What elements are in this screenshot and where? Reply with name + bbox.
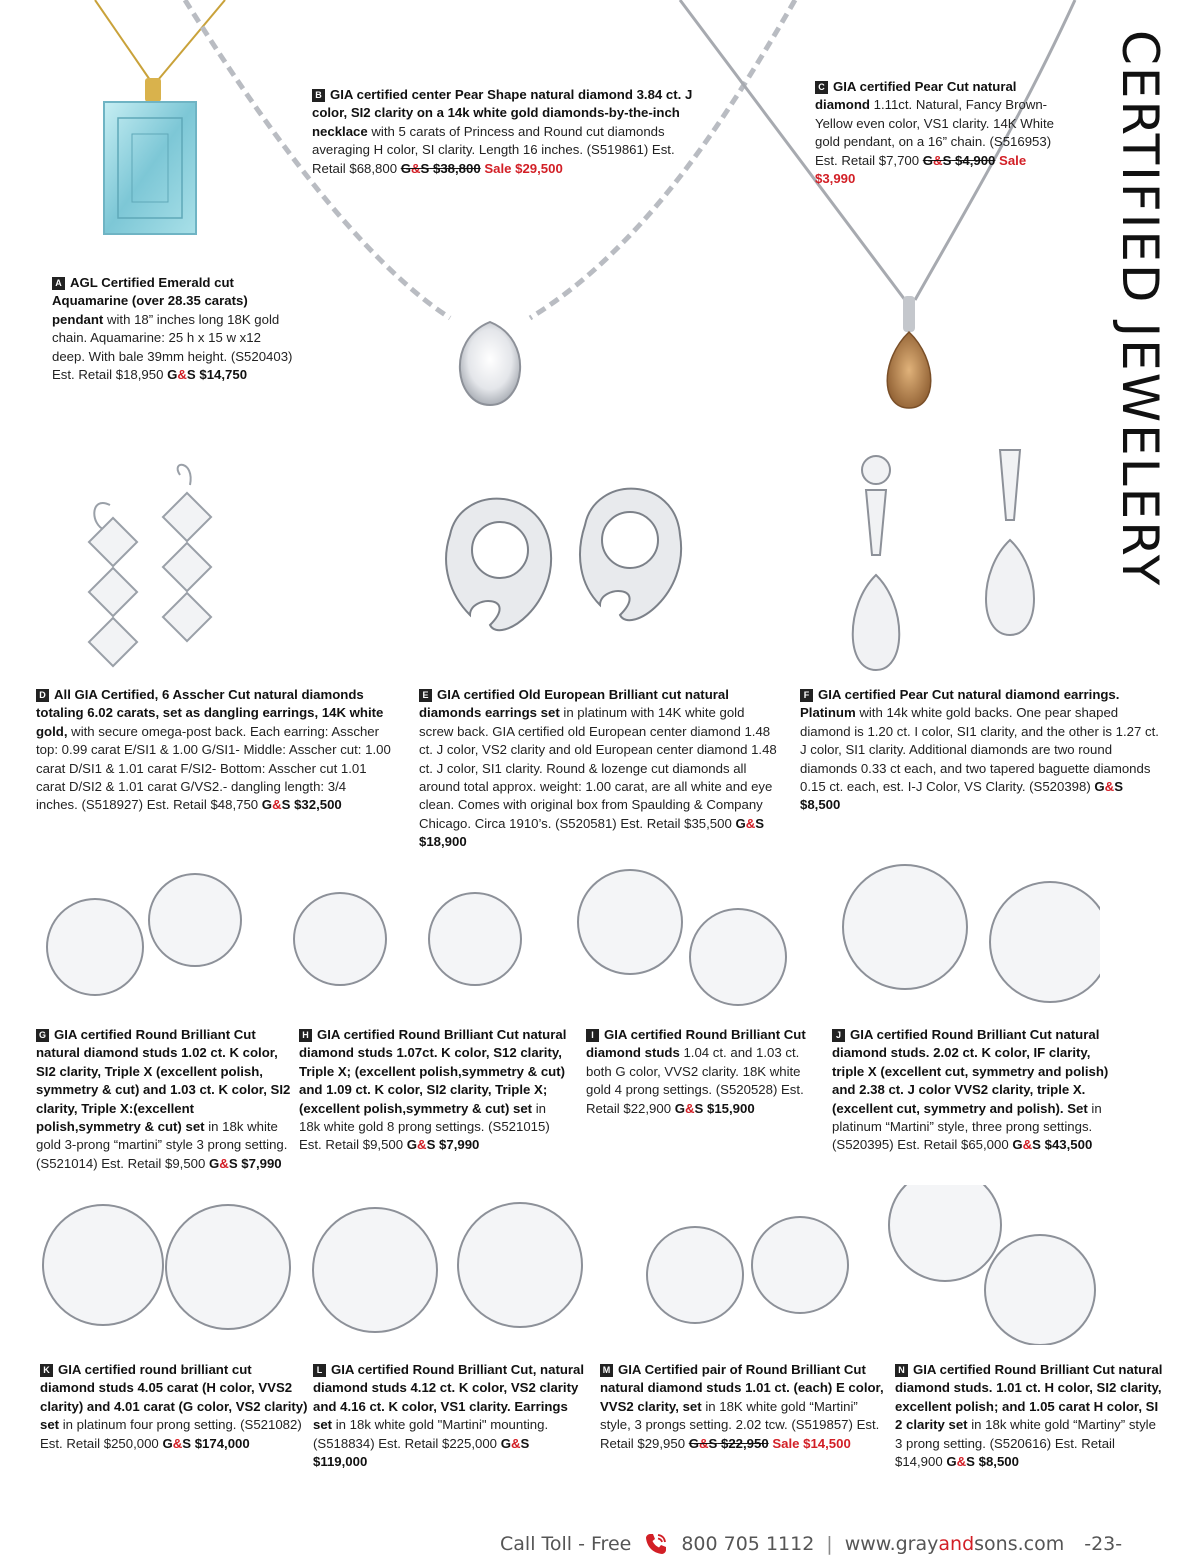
item-headline: GIA certified round brilliant cut diamond studs 4.05 carat (H color, VVS2 clarity) and 4.01 carat (G color, VS2 clarity) set [40,1362,308,1433]
item-letter-badge: K [40,1364,53,1377]
item-body: in platinum four prong setting. (S521082) Est. Retail $250,000 [40,1417,302,1451]
stud-H-left-image [294,893,386,985]
gs-price: G&S $43,500 [1012,1137,1093,1153]
item-headline: GIA certified Round Brilliant Cut natural diamond studs. 1.01 ct. H color, SI2 clarity, excellent polish; and 1.05 carat H color, SI 2 clarity set [895,1362,1163,1433]
item-body: with 5 carats of Princess and Round cut diamonds averaging H color, SI clarity. Length 16 inches. (S519861) Est. Retail $68,800 [312,123,675,176]
stud-N-left-image [889,1185,1001,1281]
item-letter-badge: L [313,1364,326,1377]
section-title: CERTIFIED JEWELERY [1111,30,1169,588]
phone-icon [643,1531,669,1557]
item-letter-badge: F [800,689,813,702]
item-J-description [832,1026,1112,1155]
item-I-description [586,1026,811,1118]
item-body: 1.11ct. Natural, Fancy Brown-Yellow even color, VS1 clarity. 14K White gold pendant, on a 16” chain. (S516953) Est. Retail $7,700 [815,97,1054,168]
item-headline: GIA certified Round Brilliant Cut natural diamond studs. 2.02 ct. K color, IF clarity, triple X (excellent cut, symmetry and polish) and 2.38 ct. J color VVS2 clarity, triple X. (excellent cut, symmetry and polish). Set [832,1027,1109,1116]
gs-price-struck: G&S $22,950 [688,1435,769,1451]
sale-price: Sale $29,500 [484,160,563,176]
item-body: in platinum with 14K white gold screw back. GIA certified old European center diamond 1.48 ct. J color, VS2 clarity and old European center diamond 1.48 ct. J color, SI1 clarity. Round & lozenge cut diamonds all around total approx. weight: 1.00 carat, are all white and eye clean. Comes with original box from Spaulding & Company Chicago. Circa 1910’s. (S520581) Est. Retail $35,500 [419,705,777,831]
stud-H-right-image [429,893,521,985]
item-headline: GIA certified Old European Brilliant cut natural diamonds earrings set [419,687,729,721]
stud-N-right-image [985,1235,1095,1345]
gs-price: G&S $8,500 [946,1454,1019,1470]
item-N-description [895,1361,1165,1471]
item-headline: GIA certified Pear Cut natural diamond earrings. Platinum [800,687,1120,721]
item-H-description [299,1026,569,1155]
gs-price: G&S $32,500 [261,797,342,813]
gs-price: G&S $174,000 [162,1435,250,1451]
item-letter-badge: G [36,1029,49,1042]
item-body: with 18” inches long 18K gold chain. Aquamarine: 25 h x 15 w x12 deep. With bale 39mm height. (S520403) Est. Retail $18,950 [52,311,293,383]
pear-drop-earrings-image [853,445,1034,670]
item-headline: GIA certified Round Brilliant Cut diamond studs [586,1027,806,1061]
stud-G-left-image [47,899,143,995]
page-footer [500,1528,1190,1558]
stud-L-left-image [313,1208,437,1332]
item-headline: GIA certified Round Brilliant Cut natural diamond studs 1.02 ct. K color, SI2 clarity, Triple X (excellent polish, symmetry & cut) and 1.03 ct. K color, SI2 clarity, Triple X:(excellent polish,symmetry & cut) set [36,1027,291,1135]
item-body: in 18k white gold "Martini" mounting. (S518834) Est. Retail $225,000 [313,1417,549,1451]
page-number: -23- [1084,1533,1123,1555]
stud-K-right-image [166,1205,290,1329]
stud-M-left-image [647,1227,743,1323]
item-M-description [600,1361,885,1453]
item-letter-badge: B [312,89,325,102]
stud-J-left-image [843,865,967,989]
phone-number[interactable]: 800 705 1112 [681,1533,815,1555]
item-letter-badge: N [895,1364,908,1377]
brown-diamond-pendant-image [680,0,1075,408]
gs-price-struck: G&S $4,900 [922,152,996,168]
website-link[interactable]: www.grayandsons.com [844,1533,1065,1555]
item-headline: GIA certified Round Brilliant Cut, natural diamond studs 4.12 ct. K color, VS2 clarity and 4.16 ct. K color, VS1 clarity. Earrings set [313,1362,585,1433]
item-headline: GIA certified center Pear Shape natural diamond 3.84 ct. J color, SI2 clarity on a 14k white gold diamonds-by-the-inch necklace [312,87,693,139]
item-letter-badge: I [586,1029,599,1042]
stud-J-right-image [990,882,1100,1002]
item-F-description [800,686,1160,815]
item-letter-badge: D [36,689,49,702]
studs-row1-artwork [0,862,1100,1012]
stud-L-right-image [458,1203,582,1327]
item-body: 1.04 ct. and 1.03 ct. both G color, VVS2 clarity. 18K white gold 4 prong settings. (S520528) Est. Retail $22,900 [586,1045,804,1116]
item-G-description [36,1026,292,1173]
item-headline: GIA certified Round Brilliant Cut natural diamond studs 1.07ct. K color, S12 clarity, Triple X; (excellent polish,symmetry & cut) and 1.09 ct. K color, SI2 clarity, Triple X; (excellent polish,symmetry & cut) set [299,1027,567,1116]
item-letter-badge: C [815,81,828,94]
gs-price: G&S $14,750 [167,367,248,383]
item-letter-badge: E [419,689,432,702]
gs-price: G&S $7,990 [406,1137,480,1153]
gs-price: G&S $8,500 [800,779,1123,813]
studs-row2-artwork [0,1185,1100,1345]
item-B-description [312,86,704,178]
gs-price-struck: G&S $38,800 [400,160,481,176]
item-C-description [815,78,1055,188]
item-body: in 18K white gold “Martini” style, 3 prongs setting. 2.02 tcw. (S519857) Est. Retail $29,950 [600,1398,880,1451]
item-D-description [36,686,391,815]
call-toll-free-label: Call Toll - Free [500,1533,632,1555]
sale-price: Sale $3,990 [815,152,1027,187]
item-body: in 18k white gold “Martiny” style 3 prong setting. (S520616) Est. Retail $14,900 [895,1417,1156,1470]
gs-price: G&S $15,900 [674,1100,755,1116]
item-letter-badge: H [299,1029,312,1042]
stud-I-right-image [690,909,786,1005]
item-body: with 14k white gold backs. One pear shaped diamond is 1.20 ct. I color, SI1 clarity, and the other is 1.27 ct. J color, SI1 clarity. Additional diamonds are two round diamonds 0.33 ct each, and two tapered baguette diamonds 0.15 ct. each, est. I-J Color, VS Clarity. (S520398) [800,705,1159,795]
item-L-description [313,1361,585,1471]
item-headline: GIA certified Pear Cut natural diamond [815,79,1017,113]
stud-M-right-image [752,1217,848,1313]
stud-I-left-image [578,870,682,974]
gs-price: G&S $18,900 [419,815,765,850]
gs-price: G&S $119,000 [313,1435,530,1470]
stud-G-right-image [149,874,241,966]
item-letter-badge: A [52,277,65,290]
stud-K-left-image [43,1205,163,1325]
asscher-earrings-image [89,465,211,666]
item-body: with secure omega-post back. Each earring: Asscher top: 0.99 carat E/SI1 & 1.00 G/SI1- Middle: Asscher cut: 1.00 carat D/SI1 & 1.01 carat F/SI2- Bottom: Asscher cut 1.01 carat D/SI2 & 1.01 carat G/VS2.- dangling length: 3/4 inches. (S518927) Est. Retail $48,750 [36,723,391,813]
item-headline: AGL Certified Emerald cut Aquamarine (over 28.35 carats) pendant [52,275,248,327]
old-european-earrings-image [446,489,681,631]
item-headline: All GIA Certified, 6 Asscher Cut natural diamonds totaling 6.02 carats, set as dangling earrings, 14K white gold, [36,687,384,739]
item-body: in 18k white gold 8 prong settings. (S521015) Est. Retail $9,500 [299,1100,550,1153]
item-headline: GIA Certified pair of Round Brilliant Cut natural diamond studs 1.01 ct. (each) E color, VVS2 clarity, set [600,1362,884,1414]
item-K-description [40,1361,308,1453]
gs-price: G&S $7,990 [209,1155,282,1171]
sale-price: Sale $14,500 [772,1435,851,1451]
item-A-description [52,274,297,384]
item-body: in 18k white gold 3-prong “martini” style 3 prong setting. (S521014) Est. Retail $9,500 [36,1119,288,1171]
item-E-description [419,686,781,852]
item-letter-badge: M [600,1364,613,1377]
footer-separator: | [826,1533,833,1555]
item-body: in platinum “Martini” style, three prong settings. (S520395) Est. Retail $65,000 [832,1100,1102,1153]
item-letter-badge: J [832,1029,845,1042]
drop-earrings-artwork [0,445,1100,675]
